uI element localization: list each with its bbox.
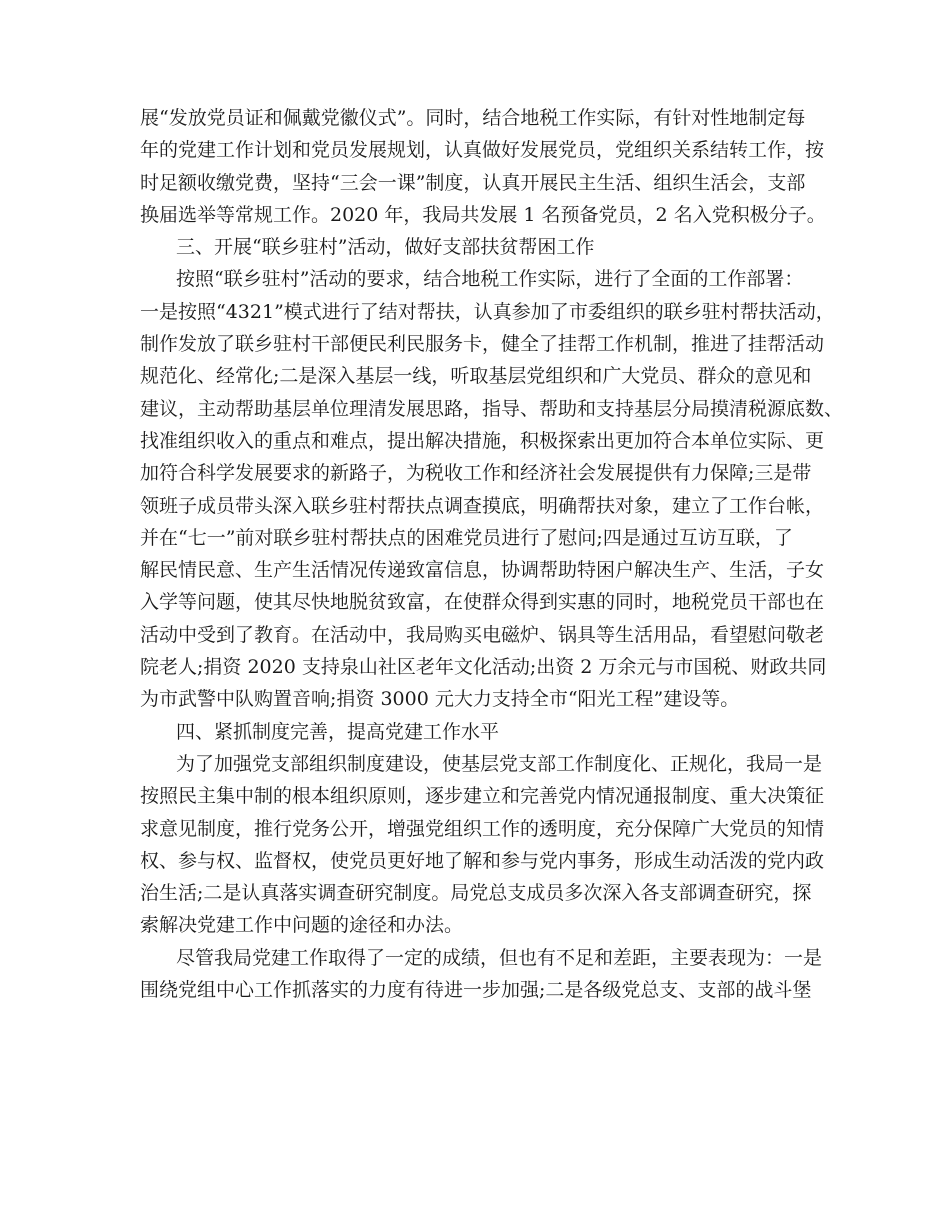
section-heading-3: 三、开展“联乡驻村”活动，做好支部扶贫帮困工作 — [176, 236, 595, 259]
text-line: 领班子成员带头深入联乡驻村帮扶点调查摸底，明确帮扶对象，建立了工作台帐， — [140, 494, 825, 517]
text-line: 围绕党组中心工作抓落实的力度有待进一步加强;二是各级党总支、支部的战斗堡 — [140, 979, 812, 1002]
text-line: 制作发放了联乡驻村干部便民利民服务卡，健全了挂帮工作机制，推进了挂帮活动 — [140, 333, 825, 356]
document-body — [140, 102, 844, 1006]
text-line: 加符合科学发展要求的新路子，为税收工作和经济社会发展提供有力保障;三是带 — [140, 462, 812, 485]
paragraph-start: 按照“联乡驻村”活动的要求，结合地税工作实际，进行了全面的工作部署： — [176, 268, 804, 291]
text-line: 求意见制度，推行党务公开，增强党组织工作的透明度，充分保障广大党员的知情 — [140, 817, 825, 840]
text-line: 权、参与权、监督权，使党员更好地了解和参与党内事务，形成生动活泼的党内政 — [140, 849, 825, 872]
text-line: 一是按照“4321”模式进行了结对帮扶，认真参加了市委组织的联乡驻村帮扶活动， — [140, 300, 835, 323]
text-line: 展“发放党员证和佩戴党徽仪式”。同时，结合地税工作实际，有针对性地制定每 — [140, 107, 806, 129]
text-line: 解民情民意、生产生活情况传递致富信息，协调帮助特困户解决生产、生活，子女 — [140, 559, 825, 582]
text-line: 索解决党建工作中问题的途径和办法。 — [140, 914, 464, 937]
text-line: 入学等问题，使其尽快地脱贫致富，在使群众得到实惠的同时，地税党员干部也在 — [140, 591, 825, 614]
text-line: 年的党建工作计划和党员发展规划，认真做好发展党员，党组织关系结转工作，按 — [140, 139, 825, 162]
text-line: 建议，主动帮助基层单位理清发展思路，指导、帮助和支持基层分局摸清税源底数、 — [140, 397, 844, 420]
text-line: 并在“七一”前对联乡驻村帮扶点的困难党员进行了慰问;四是通过互访互联，了 — [140, 526, 793, 549]
paragraph-start: 尽管我局党建工作取得了一定的成绩，但也有不足和差距，主要表现为：一是 — [176, 946, 823, 969]
text-line: 治生活;二是认真落实调查研究制度。局党总支成员多次深入各支部调查研究，探 — [140, 882, 812, 905]
text-line: 按照民主集中制的根本组织原则，逐步建立和完善党内情况通报制度、重大决策征 — [140, 785, 825, 808]
text-line: 院老人;捐资 2020 支持泉山社区老年文化活动;出资 2 万余元与市国税、财政共同 — [140, 656, 827, 679]
paragraph-start: 为了加强党支部组织制度建设，使基层党支部工作制度化、正规化，我局一是 — [176, 752, 823, 775]
text-line: 为市武警中队购置音响;捐资 3000 元大力支持全市“阳光工程”建设等。 — [140, 688, 740, 711]
text-line: 活动中受到了教育。在活动中，我局购买电磁炉、锅具等生活用品，看望慰问敬老 — [140, 623, 825, 646]
text-line: 规范化、经常化;二是深入基层一线，听取基层党组织和广大党员、群众的意见和 — [140, 365, 812, 388]
text-line: 时足额收缴党费，坚持“三会一课”制度，认真开展民主生活、组织生活会，支部 — [140, 171, 806, 194]
section-heading-4: 四、紧抓制度完善，提高党建工作水平 — [176, 720, 500, 743]
text-line: 找准组织收入的重点和难点，提出解决措施，积极探索出更加符合本单位实际、更 — [140, 429, 825, 452]
text-line: 换届选举等常规工作。2020 年，我局共发展 1 名预备党员，2 名入党积极分子。 — [140, 203, 826, 226]
